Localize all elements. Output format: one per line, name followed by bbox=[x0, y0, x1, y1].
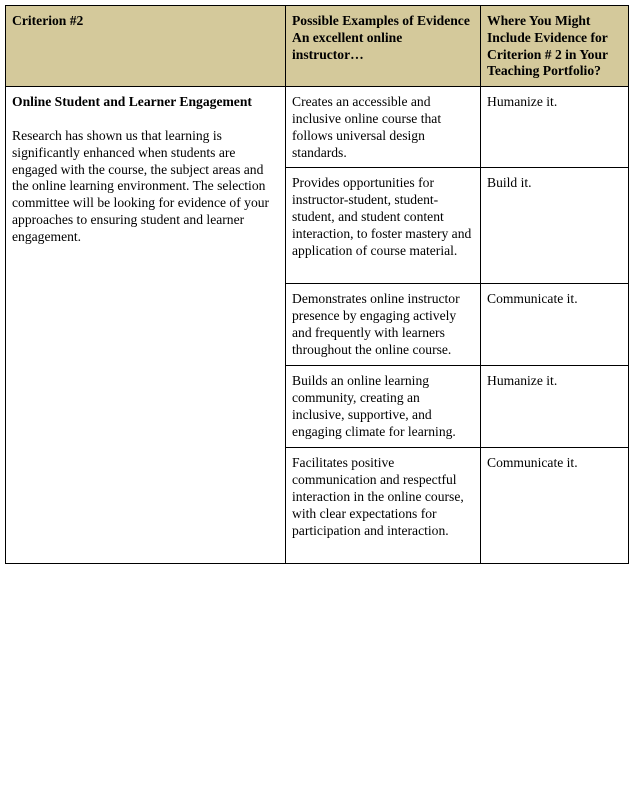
criterion-title: Online Student and Learner Engagement bbox=[12, 94, 252, 110]
header-criterion: Criterion #2 bbox=[6, 6, 286, 87]
example-cell: Builds an online learning community, creating an inclusive, supportive, and engaging climate for learning. bbox=[286, 366, 481, 448]
where-cell: Communicate it. bbox=[481, 448, 629, 564]
example-cell: Provides opportunities for instructor-student, student-student, and student content interaction, to foster mastery and application of course material. bbox=[286, 168, 481, 284]
table-row bbox=[6, 87, 629, 168]
where-cell: Communicate it. bbox=[481, 284, 629, 366]
criterion-description: Research has shown us that learning is significantly enhanced when students are engaged with the course, the subject areas and the online learning environment. The selection committee will be looking for evidence of your approaches to ensuring student and learner engagement. bbox=[12, 127, 270, 244]
example-cell: Demonstrates online instructor presence by engaging actively and frequently with learners throughout the online course. bbox=[286, 284, 481, 366]
example-cell: Facilitates positive communication and respectful interaction in the online course, with clear expectations for participation and interaction. bbox=[286, 448, 481, 564]
header-where: Where You Might Include Evidence for Criterion # 2 in Your Teaching Portfolio? bbox=[481, 6, 629, 87]
example-cell: Creates an accessible and inclusive online course that follows universal design standards. bbox=[286, 87, 481, 168]
header-examples: Possible Examples of Evidence An excellent online instructor… bbox=[286, 6, 481, 87]
criterion-table bbox=[5, 5, 629, 564]
where-cell: Build it. bbox=[481, 168, 629, 284]
where-cell: Humanize it. bbox=[481, 87, 629, 168]
criterion-cell bbox=[6, 87, 286, 564]
header-row bbox=[6, 6, 629, 87]
where-cell: Humanize it. bbox=[481, 366, 629, 448]
